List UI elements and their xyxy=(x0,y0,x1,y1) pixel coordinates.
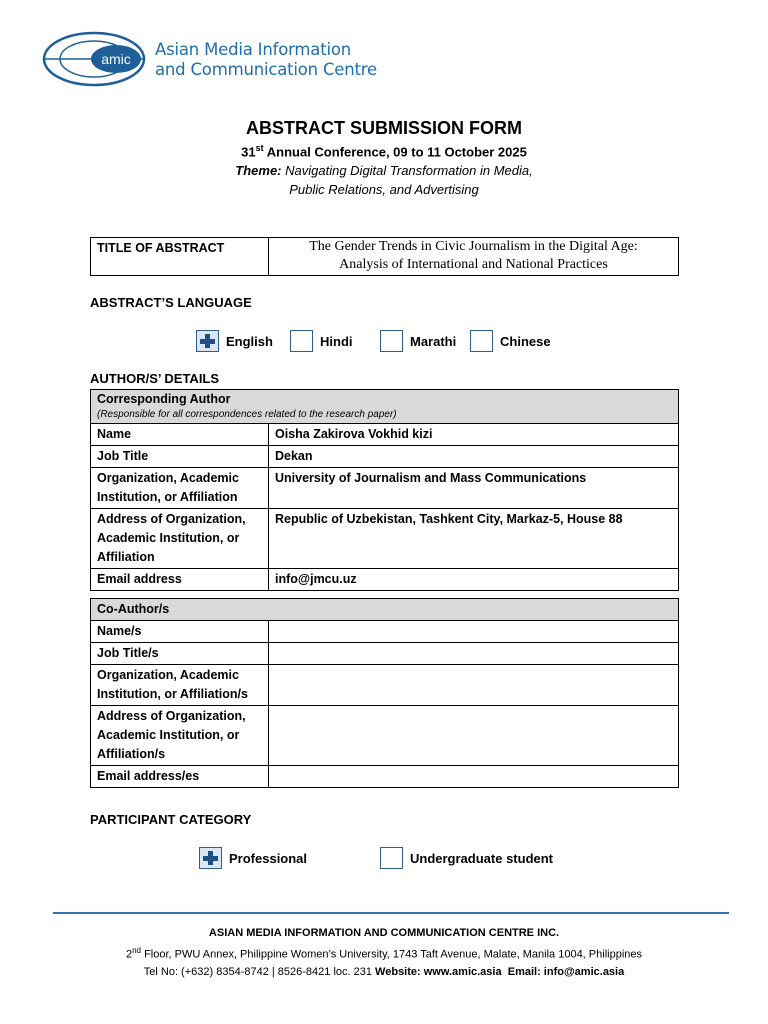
email-value[interactable]: info@jmcu.uz xyxy=(269,569,679,591)
table-header-row xyxy=(91,599,679,621)
title-block xyxy=(0,117,768,199)
conference-line: 31st Annual Conference, 09 to 11 October 2025 xyxy=(241,143,527,160)
footer-address: 2nd Floor, PWU Annex, Philippine Women’s University, 1743 Taft Avenue, Malate, Manila 1004, Philippines xyxy=(125,946,642,961)
footer-website[interactable]: Website: www.amic.asia xyxy=(375,965,502,978)
corresponding-author-note: (Responsible for all correspondences related to the research paper) xyxy=(97,409,397,420)
name-value[interactable]: Oisha Zakirova Vokhid kizi xyxy=(269,424,679,446)
coauthor-job-title-value[interactable] xyxy=(269,643,679,665)
field-label: Email address/es xyxy=(91,766,269,788)
field-label: Email address xyxy=(91,569,269,591)
checkbox-icon[interactable] xyxy=(380,330,403,352)
corresponding-author-header: Corresponding Author xyxy=(97,392,231,406)
table-row xyxy=(91,621,679,643)
language-option-hindi[interactable]: Hindi xyxy=(290,330,353,352)
language-section-label: ABSTRACT’S LANGUAGE xyxy=(90,295,252,310)
coauthor-email-value[interactable] xyxy=(269,766,679,788)
field-label: Address of Organization, Academic Institution, or Affiliation/s xyxy=(91,706,269,766)
table-row xyxy=(91,665,679,706)
corresponding-author-table xyxy=(90,389,679,591)
field-label: Organization, Academic Institution, or Affiliation xyxy=(91,468,269,509)
language-option-marathi[interactable]: Marathi xyxy=(380,330,456,352)
table-row xyxy=(91,446,679,468)
footer-contact: Tel No: (+632) 8354-8742 | 8526-8421 loc. 231 Website: www.amic.asia Email: info@amic.asia xyxy=(143,965,625,978)
footer xyxy=(0,925,768,981)
field-label: Organization, Academic Institution, or Affiliation/s xyxy=(91,665,269,706)
org-name xyxy=(155,40,377,80)
table-row xyxy=(91,706,679,766)
field-label: Name xyxy=(91,424,269,446)
address-value[interactable]: Republic of Uzbekistan, Tashkent City, Markaz-5, House 88 xyxy=(269,509,679,569)
theme-line-2: Public Relations, and Advertising xyxy=(289,182,479,198)
abstract-title-label: TITLE OF ABSTRACT xyxy=(91,238,269,276)
coauthor-name-value[interactable] xyxy=(269,621,679,643)
checkbox-icon[interactable] xyxy=(380,847,403,869)
coauthor-table xyxy=(90,598,679,788)
footer-divider xyxy=(53,912,729,914)
table-row xyxy=(91,766,679,788)
table-row xyxy=(91,468,679,509)
footer-email[interactable]: Email: info@amic.asia xyxy=(507,965,625,978)
amic-logo xyxy=(42,30,152,88)
language-option-english[interactable]: English xyxy=(196,330,273,352)
field-label: Name/s xyxy=(91,621,269,643)
checkbox-checked-icon[interactable] xyxy=(199,847,222,869)
field-label: Job Title/s xyxy=(91,643,269,665)
checkbox-checked-icon[interactable] xyxy=(196,330,219,352)
field-label: Address of Organization, Academic Institution, or Affiliation xyxy=(91,509,269,569)
participant-section-label: PARTICIPANT CATEGORY xyxy=(90,812,252,827)
svg-text:amic: amic xyxy=(101,51,131,67)
field-label: Job Title xyxy=(91,446,269,468)
participant-option-undergraduate[interactable]: Undergraduate student xyxy=(380,847,553,869)
checkbox-icon[interactable] xyxy=(290,330,313,352)
abstract-title-value[interactable]: The Gender Trends in Civic Journalism in the Digital Age: Analysis of International and National Practices xyxy=(269,238,679,276)
job-title-value[interactable]: Dekan xyxy=(269,446,679,468)
language-option-chinese[interactable]: Chinese xyxy=(470,330,551,352)
org-name-line2: and Communication Centre xyxy=(155,60,377,79)
checkbox-icon[interactable] xyxy=(470,330,493,352)
footer-org-name: ASIAN MEDIA INFORMATION AND COMMUNICATION CENTRE INC. xyxy=(208,927,560,939)
table-row xyxy=(91,569,679,591)
coauthor-address-value[interactable] xyxy=(269,706,679,766)
coauthor-organization-value[interactable] xyxy=(269,665,679,706)
table-header-row xyxy=(91,390,679,424)
theme-line: Theme: Navigating Digital Transformation in Media, xyxy=(235,163,533,179)
table-row xyxy=(91,643,679,665)
org-name-line1: Asian Media Information xyxy=(155,40,351,59)
table-row xyxy=(91,509,679,569)
abstract-title-table xyxy=(90,237,679,276)
authors-section-label: AUTHOR/S’ DETAILS xyxy=(90,371,220,386)
organization-value[interactable]: University of Journalism and Mass Communications xyxy=(269,468,679,509)
participant-option-professional[interactable]: Professional xyxy=(199,847,307,869)
table-row xyxy=(91,424,679,446)
form-title: ABSTRACT SUBMISSION FORM xyxy=(246,118,522,138)
coauthor-header: Co-Author/s xyxy=(91,599,679,621)
